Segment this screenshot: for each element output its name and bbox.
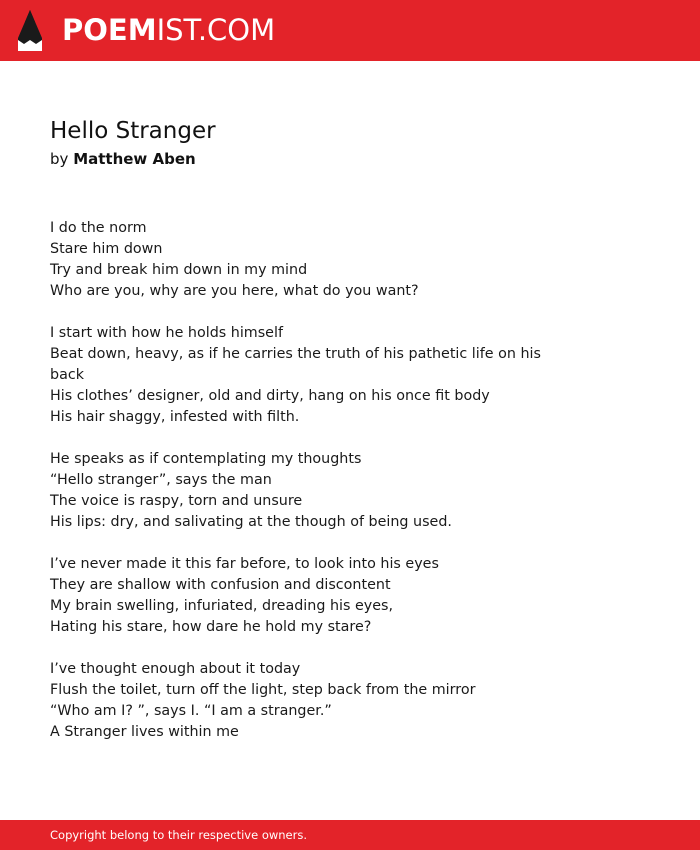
poem-line: I do the norm bbox=[50, 220, 147, 236]
logo-light-part: IST.COM bbox=[156, 13, 276, 47]
site-logo[interactable] bbox=[62, 12, 275, 48]
poem-line: I’ve never made it this far before, to look into his eyes bbox=[50, 556, 439, 572]
poem-line: His clothes’ designer, old and dirty, hang on his once fit body bbox=[50, 388, 490, 404]
poem-line: Try and break him down in my mind bbox=[50, 262, 308, 278]
poem-byline bbox=[50, 148, 196, 170]
poem-stanza bbox=[50, 659, 550, 743]
poem-line: “Hello stranger”, says the man bbox=[50, 472, 272, 488]
poem-line: They are shallow with confusion and discontent bbox=[50, 577, 391, 593]
poem-line: Stare him down bbox=[50, 241, 163, 257]
poem-title: Hello Stranger bbox=[50, 118, 216, 144]
copyright-text: Copyright belong to their respective owners. bbox=[50, 828, 308, 842]
poem-body bbox=[50, 218, 550, 764]
pencil-tip-icon[interactable] bbox=[18, 10, 42, 51]
poem-stanza bbox=[50, 449, 550, 533]
poem-line: My brain swelling, infuriated, dreading his eyes, bbox=[50, 598, 394, 614]
poem-line: His lips: dry, and salivating at the though of being used. bbox=[50, 514, 452, 530]
poem-stanza bbox=[50, 323, 550, 428]
poem-stanza bbox=[50, 554, 550, 638]
poem-line: He speaks as if contemplating my thoughts bbox=[50, 451, 362, 467]
poem-line: back bbox=[50, 367, 84, 383]
poem-line: “Who am I? ”, says I. “I am a stranger.” bbox=[50, 703, 332, 719]
byline-prefix: by bbox=[50, 150, 69, 168]
logo-bold-part: POEM bbox=[62, 13, 157, 47]
poem-line: Beat down, heavy, as if he carries the truth of his pathetic life on his bbox=[50, 346, 541, 362]
poem-line: Flush the toilet, turn off the light, step back from the mirror bbox=[50, 682, 476, 698]
poem-line: Who are you, why are you here, what do you want? bbox=[50, 283, 419, 299]
poem-line: Hating his stare, how dare he hold my stare? bbox=[50, 619, 372, 635]
poem-stanza bbox=[50, 218, 550, 302]
poem-line: The voice is raspy, torn and unsure bbox=[50, 493, 303, 509]
site-header bbox=[0, 0, 700, 61]
poem-line: I’ve thought enough about it today bbox=[50, 661, 301, 677]
poem-line: His hair shaggy, infested with filth. bbox=[50, 409, 300, 425]
poem-line: I start with how he holds himself bbox=[50, 325, 283, 341]
site-footer bbox=[0, 820, 700, 850]
poem-author: Matthew Aben bbox=[73, 150, 196, 168]
poem-line: A Stranger lives within me bbox=[50, 724, 239, 740]
